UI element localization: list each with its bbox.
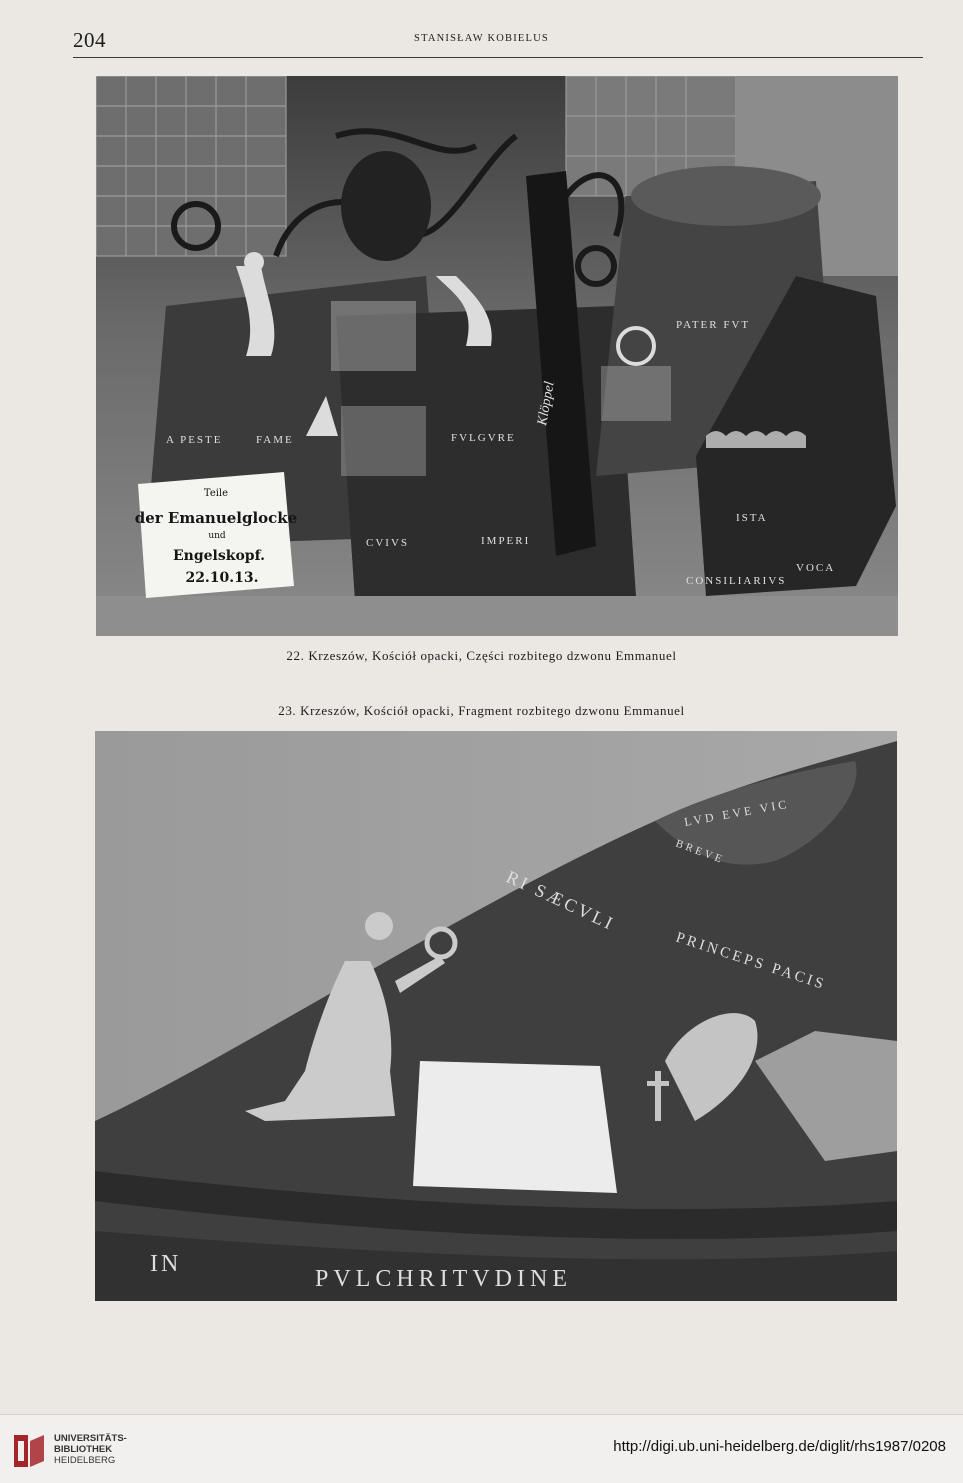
page-number: 204: [73, 28, 106, 52]
card-line-1: Teile: [203, 488, 229, 499]
inscription-in: IN: [150, 1251, 182, 1277]
inscription-breve: BREVE: [673, 837, 727, 867]
inscription-cuius: CVIVS: [366, 537, 410, 549]
inscription-imperi: IMPERI: [481, 535, 531, 547]
inscription-lud-eve: LVD EVE VIC: [683, 796, 791, 829]
card-line-3: und: [208, 531, 226, 541]
card-line-4: Engelskopf.: [173, 548, 265, 564]
inscription-fulgure: FVLGVRE: [451, 432, 516, 444]
card-line-2: der Emanuelglocke: [134, 509, 298, 527]
lace-band: [706, 431, 806, 448]
inscription-saeculi: RI SÆCVLI: [503, 866, 619, 935]
inscription-voca: VOCA: [796, 562, 836, 574]
library-name-line-3: HEIDELBERG: [54, 1455, 116, 1466]
inscription-fame: FAME: [256, 434, 294, 446]
library-logo-icon: [12, 1433, 46, 1469]
caption-figure-22: 22. Krzeszów, Kościół opacki, Części rozbitego dzwonu Emmanuel: [286, 648, 677, 663]
inscription-consiliarius: CONSILIARIVS: [686, 575, 787, 587]
source-url-link[interactable]: http://digi.ub.uni-heidelberg.de/diglit/rhs1987/0208: [613, 1438, 946, 1455]
inscription-ista: ISTA: [736, 512, 768, 524]
running-head: STANISŁAW KOBIELUS: [414, 33, 549, 44]
photo-bell-fragments: [96, 76, 898, 636]
card-line-5: 22.10.13.: [185, 570, 259, 586]
caption-figure-23: 23. Krzeszów, Kościół opacki, Fragment rozbitego dzwonu Emmanuel: [278, 703, 685, 718]
inscription-princeps: PRINCEPS PACIS: [673, 929, 828, 994]
library-name: [54, 1433, 127, 1466]
inscription-pulchritudine: PVLCHRITVDINE: [315, 1266, 572, 1292]
header-rule: [73, 57, 923, 58]
inscription-pater: PATER FVT: [676, 319, 751, 331]
library-name-line-2: BIBLIOTHEK: [54, 1444, 113, 1455]
footer-bar: [0, 1414, 963, 1483]
photo-bell-fragment: [95, 731, 897, 1301]
clapper-label: Klöppel: [535, 380, 558, 427]
inscription-a-peste: A PESTE: [166, 434, 223, 446]
label-card: [135, 472, 298, 598]
library-name-line-1: UNIVERSITÄTS-: [54, 1433, 127, 1444]
